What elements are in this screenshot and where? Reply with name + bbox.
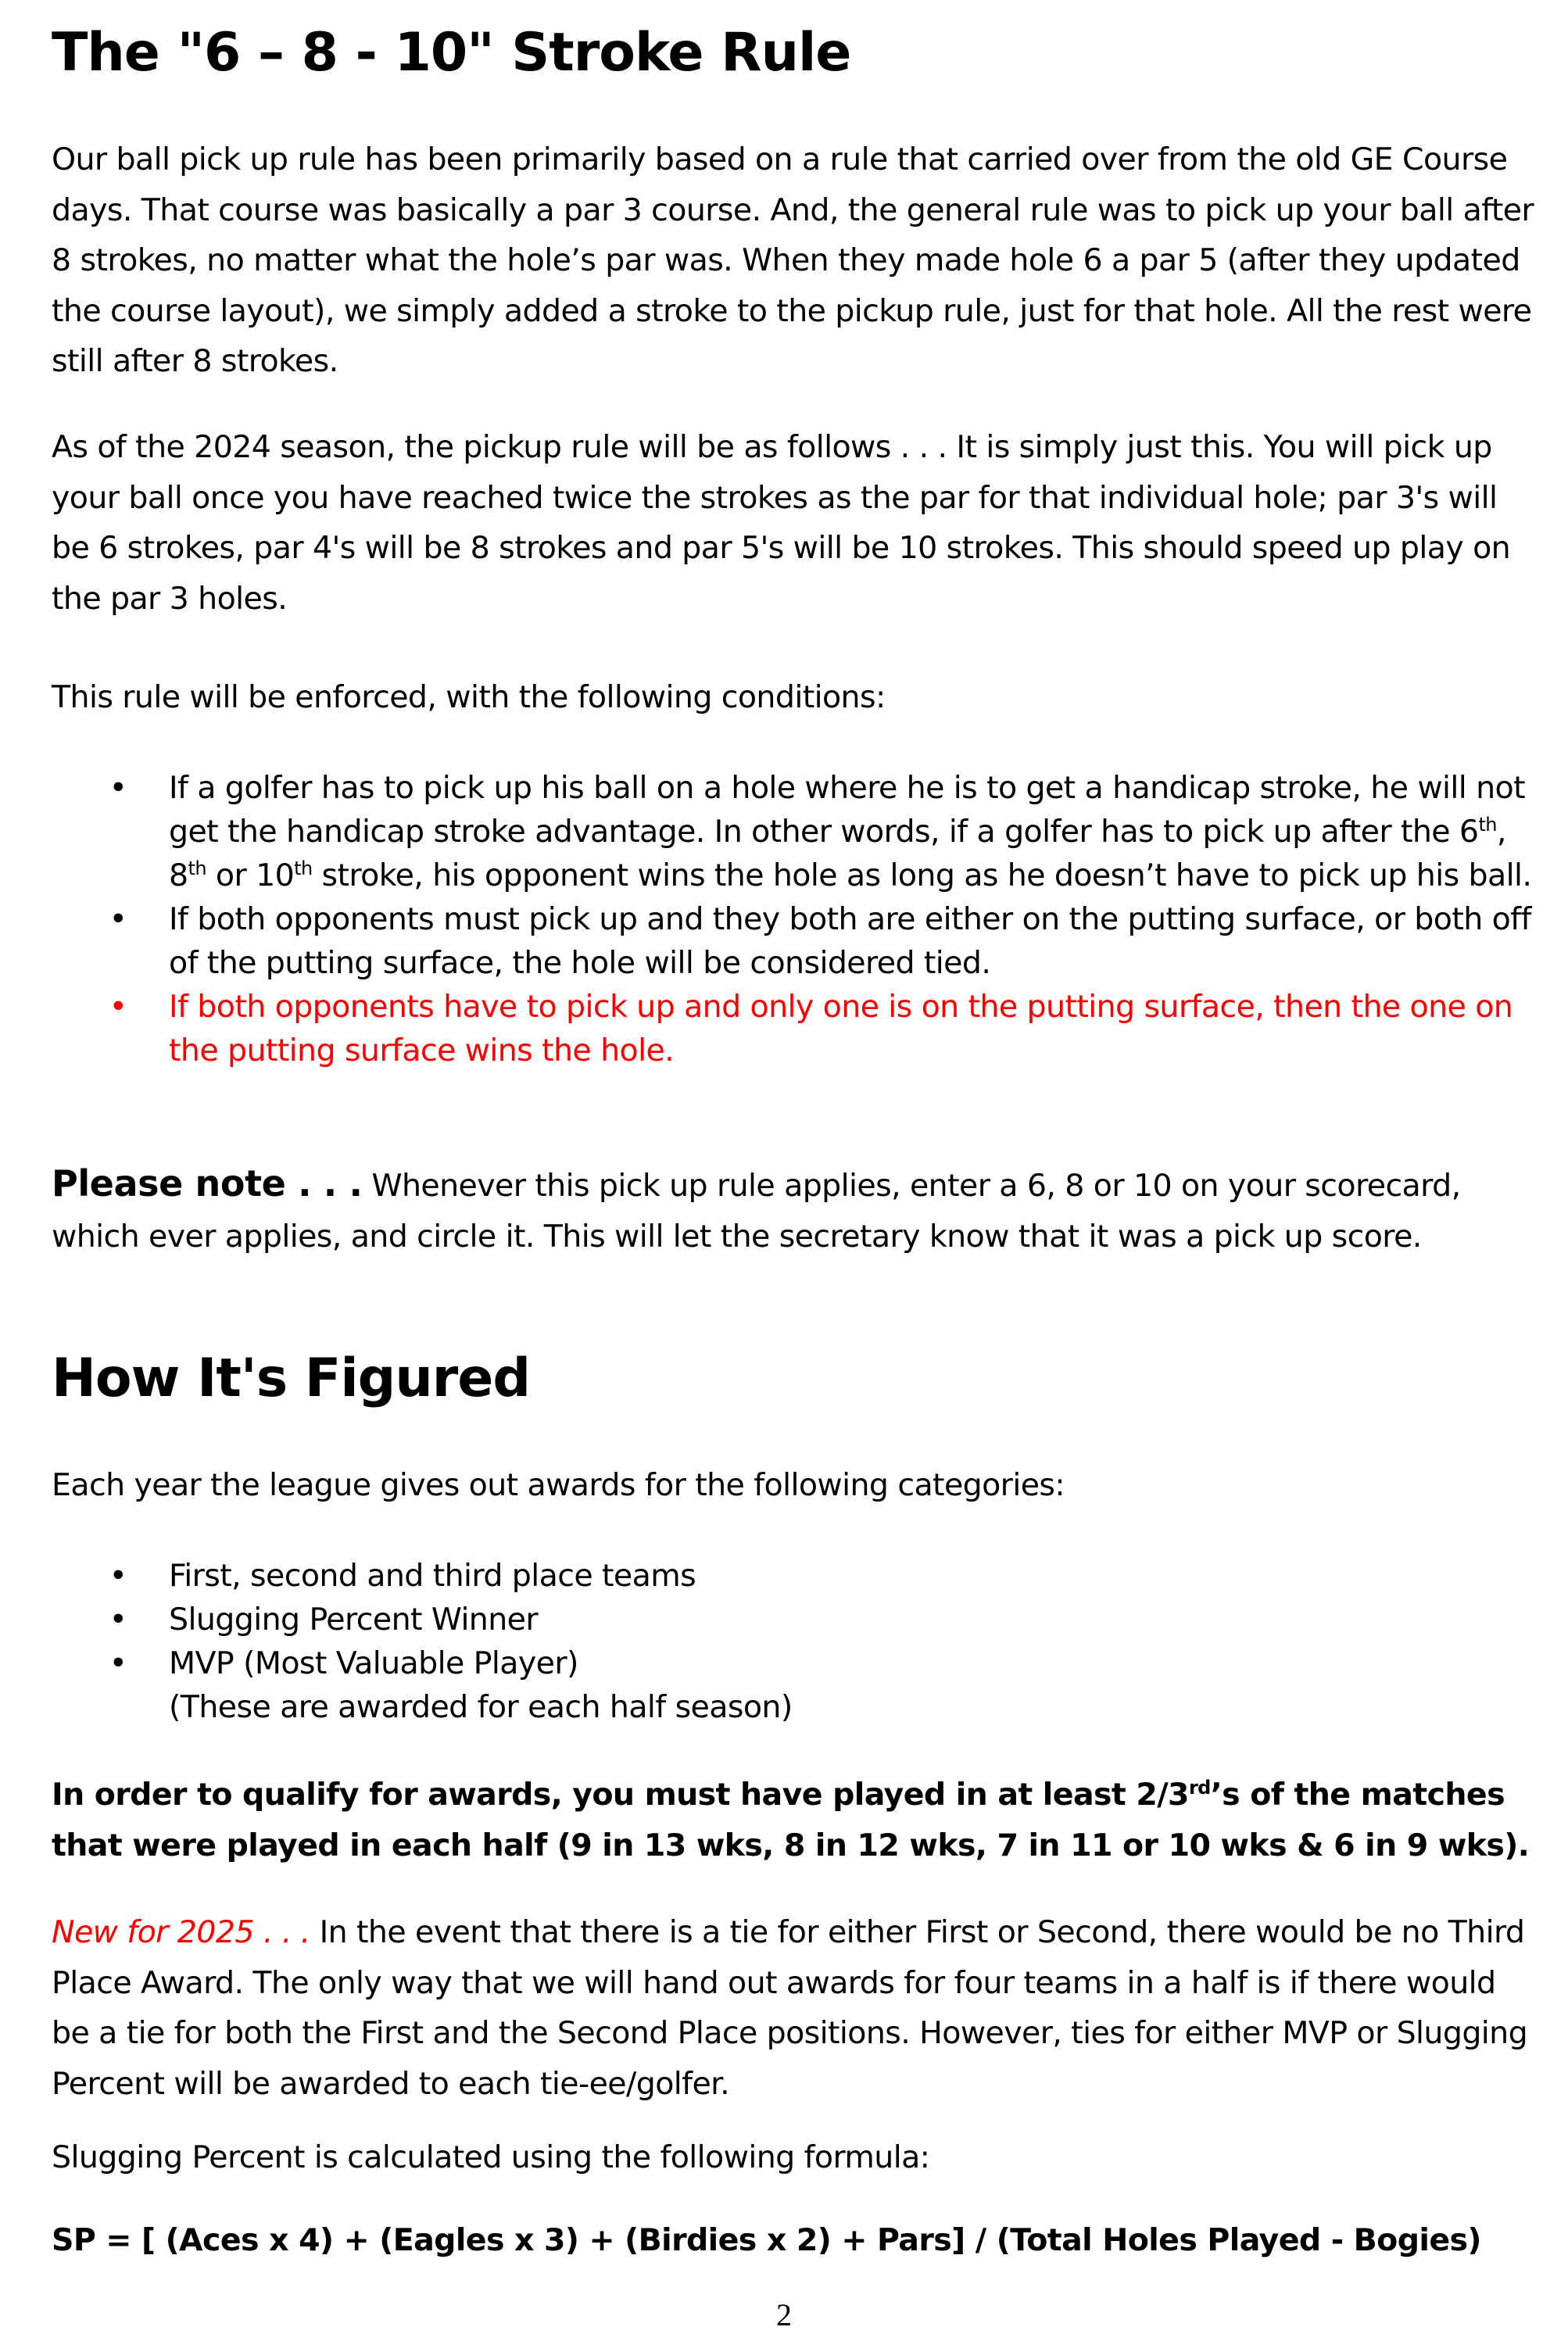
new-for-2025-lead: New for 2025 . . . [52, 1914, 310, 1950]
list-item: • Slugging Percent Winner [52, 1598, 1537, 1641]
paragraph-slugging-intro: Slugging Percent is calculated using the following formula: [52, 2139, 930, 2175]
list-item-note: (These are awarded for each half season) [169, 1689, 793, 1725]
paragraph-awards-intro: Each year the league gives out awards for the following categories: [52, 1467, 1065, 1503]
list-item-highlighted: • If both opponents have to pick up and only one is on the putting surface, then the one on the putting surface wins the hole. [52, 985, 1537, 1072]
section-title-how-its-figured: How It's Figured [52, 1348, 531, 1409]
paragraph-qualification: In order to qualify for awards, you must have played in at least 2/3rd’s of the matches that were played in each half (9 in 13 wks, 8 in 12 wks, 7 in 11 or 10 wks & 6 in 9 wks). [52, 1776, 1530, 1863]
slugging-formula: SP = [ (Aces x 4) + (Eagles x 3) + (Birdies x 2) + Pars] / (Total Holes Played - Bogies) [52, 2222, 1481, 2258]
paragraph-conditions-intro: This rule will be enforced, with the following conditions: [52, 679, 886, 715]
bullet-glyph: • [109, 989, 127, 1025]
bullet-glyph: • [109, 1645, 127, 1681]
paragraph-new-for-2025: New for 2025 . . . In the event that there is a tie for either First or Second, there would be no Third Place Award. The only way that we will hand out awards for four teams in a half is if there would be a tie for both the First and the Second Place positions. However, ties for either MVP or Slugging Percent will be awarded to each tie-ee/golfer. [52, 1914, 1528, 2102]
section-title-stroke-rule: The "6 – 8 - 10" Stroke Rule [52, 22, 851, 84]
bullet-glyph: • [109, 1558, 127, 1594]
page-number: 2 [776, 2297, 792, 2332]
awards-list [52, 1554, 1537, 1729]
conditions-list [52, 766, 1537, 1072]
list-item: • First, second and third place teams [52, 1554, 1537, 1598]
list-item: • If a golfer has to pick up his ball on a hole where he is to get a handicap stroke, he will not get the handicap stroke advantage. In other words, if a golfer has to pick up after the 6th, 8th or 10th stroke, his opponent wins the hole as long as he doesn’t have to pick up his ball. [52, 766, 1537, 897]
please-note-lead: Please note . . . [52, 1162, 363, 1205]
paragraph-history: Our ball pick up rule has been primarily based on a rule that carried over from the old GE Course days. That course was basically a par 3 course. And, the general rule was to pick up your ball after 8 strokes, no matter what the hole’s par was. When they made hole 6 a par 5 (after they updated the course layout), we simply added a stroke to the pickup rule, just for that hole. All the rest were still after 8 strokes. [52, 141, 1534, 379]
bullet-glyph: • [109, 1602, 127, 1638]
paragraph-2024-rule: As of the 2024 season, the pickup rule will be as follows . . . It is simply just this. You will pick up your ball once you have reached twice the strokes as the par for that individual hole; par 3's will be 6 strokes, par 4's will be 8 strokes and par 5's will be 10 strokes. This should speed up play on the par 3 holes. [52, 429, 1511, 617]
list-item: • If both opponents must pick up and they both are either on the putting surface, or both off of the putting surface, the hole will be considered tied. [52, 897, 1537, 985]
list-item: • MVP (Most Valuable Player) [52, 1641, 1537, 1685]
paragraph-please-note: Please note . . . Whenever this pick up rule applies, enter a 6, 8 or 10 on your scorecard, which ever applies, and circle it. This will let the secretary know that it was a pick up score. [52, 1162, 1461, 1255]
bullet-glyph: • [109, 770, 127, 806]
bullet-glyph: • [109, 901, 127, 937]
